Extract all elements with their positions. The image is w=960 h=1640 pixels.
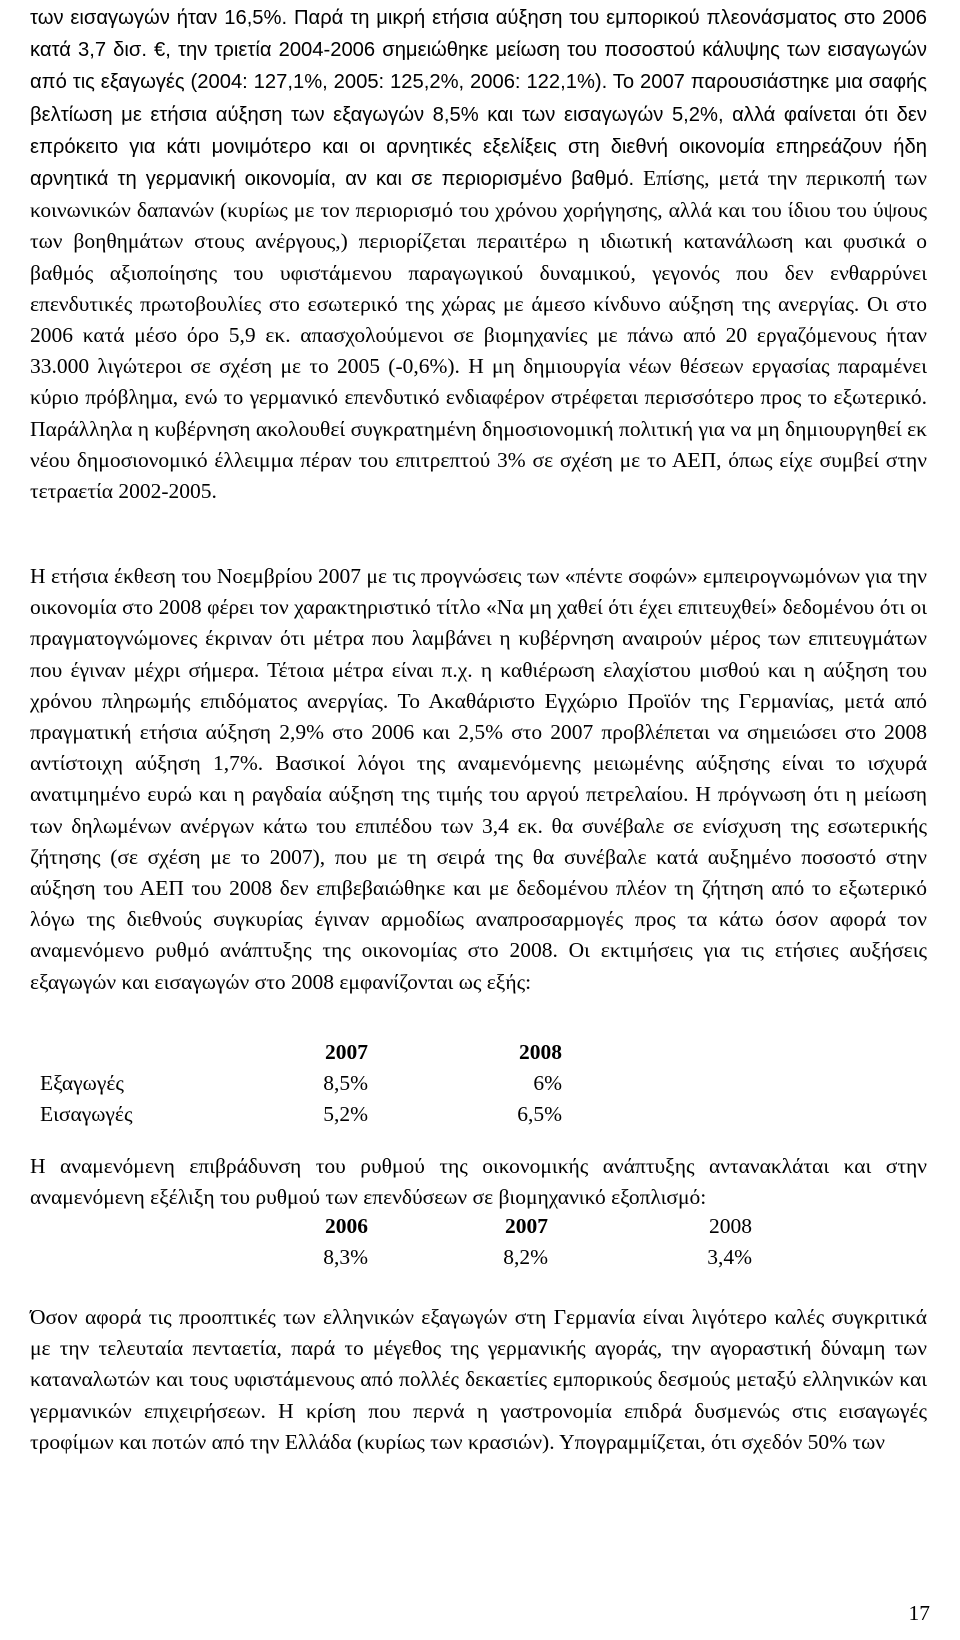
table-cell: 8,3% xyxy=(323,1245,368,1269)
paragraph-segment-sans: των εισαγωγών ήταν 16,5%. Παρά τη μικρή ετήσια αύξηση του εμπορικού πλεονάσματος στο 2006 κατά 3,7 δισ. €, την τριετία 2004-2006 σημειώθηκε μείωση του ποσοστού κάλυψης των εισαγωγών από τις εξαγωγές (2004: 127,1%, 2005: 125,2%, 2006: 122,1%). Το 2007 παρουσιάστηκε μια σαφής βελτίωση με ετήσια αύξηση των εξαγωγών 8,5% και των εισαγωγών 5,2%, αλλά φαίνεται ότι δεν επρόκειτο για κάτι μονιμότερο και οι αρνητικές εξελίξεις στη διεθνή οικονομία επηρεάζουν ήδη αρνητικά τη γερμανική οικονομία, αν και σε περιορισμένο βαθμό. xyxy=(30,7,927,191)
paragraph-economy-trade xyxy=(30,2,927,507)
table-cell: 8,2% xyxy=(503,1245,548,1269)
table-cell: 8,5% xyxy=(323,1071,368,1095)
paragraph-greek-exports: Όσον αφορά τις προοπτικές των ελληνικών εξαγωγών στη Γερμανία είναι λιγότερο καλές συγκριτικά με την τελευταία πενταετία, παρά το μέγεθος της γερμανικής αγοράς, την αγοραστική δύναμη των καταναλωτών και τους υφιστάμενους από πολλές δεκαετίες εμπορικούς δεσμούς μεταξύ ελληνικών και γερμανικών επιχειρήσεων. Η κρίση που περνά η γαστρονομία επιδρά δυσμενώς στις εισαγωγές τροφίμων και ποτών από την Ελλάδα (κυρίως των κρασιών). Υπογραμμίζεται, ότι σχεδόν 50% των xyxy=(30,1305,927,1454)
table-row-label: Εισαγωγές xyxy=(40,1102,133,1126)
paragraph-investment-slowdown: Η αναμενόμενη επιβράδυνση του ρυθμού της οικονομικής ανάπτυξης αντανακλάται και στην αναμενόμενη εξέλιξη του ρυθμού των επενδύσεων σε βιομηχανικό εξοπλισμό: xyxy=(30,1154,927,1210)
table-row-label: Εξαγωγές xyxy=(40,1071,124,1095)
table-header-cell: 2008 xyxy=(709,1214,752,1238)
table-header-cell: 2007 xyxy=(325,1040,368,1064)
table-cell: 6% xyxy=(533,1071,562,1095)
table-header-cell: 2008 xyxy=(519,1040,562,1064)
paragraph-segment-serif: Επίσης, μετά την περικοπή των κοινωνικών δαπανών (κυρίως με τον περιορισμό του χρόνου χορήγησης, αλλά και του ίδιου του ύψους των βοηθημάτων στους ανέργους,) περιορίζεται περαιτέρω η ιδιωτική κατανάλωση και φυσικά ο βαθμός αξιοποίησης του υφιστάμενου παραγωγικού δυναμικού, γεγονός που δεν ενθαρρύνει επενδυτικές πρωτοβουλίες στο εσωτερικό της χώρας με άμεσο κίνδυνο αύξηση της ανεργίας. Οι στο 2006 κατά μέσο όρο 5,9 εκ. απασχολούμενοι σε βιομηχανίες με πάνω από 20 εργαζόμενους ήταν 33.000 λιγώτεροι σε σχέση με το 2005 (-0,6%). Η μη δημιουργία νέων θέσεων εργασίας παραμένει κύριο πρόβλημα, ενώ το γερμανικό επενδυτικό ενδιαφέρον στρέφεται περισσότερο προς το εξωτερικό. Παράλληλα η κυβέρνηση ακολουθεί συγκρατημένη δημοσιονομική πολιτική για να μη δημιουργηθεί εκ νέου δημοσιονομικό έλλειμμα πέραν του επιτρεπτού 3% σε σχέση με το ΑΕΠ, όπως είχε συμβεί στην τετραετία 2002-2005. xyxy=(30,166,927,504)
page-number: 17 xyxy=(908,1601,930,1625)
table-cell: 3,4% xyxy=(707,1245,752,1269)
table-header-cell: 2007 xyxy=(505,1214,548,1238)
table-cell: 6,5% xyxy=(517,1102,562,1126)
table-cell: 5,2% xyxy=(323,1102,368,1126)
table-header-cell: 2006 xyxy=(325,1214,368,1238)
paragraph-annual-report: Η ετήσια έκθεση του Νοεμβρίου 2007 με τις προγνώσεις των «πέντε σοφών» εμπειρογνωμόνων για την οικονομία στο 2008 φέρει τον χαρακτηριστικό τίτλο «Να μη χαθεί ότι έχει επιτευχθεί» δεδομένου ότι οι πραγματογνώμονες έκριναν ότι μέτρα που λαμβάνει η κυβέρνηση αναιρούν μέρος των επιτευγμάτων που έγιναν μέχρι σήμερα. Τέτοια μέτρα είναι π.χ. η καθιέρωση ελαχίστου μισθού και η αύξηση του χρόνου πληρωμής επιδόματος ανεργίας. Το Ακαθάριστο Εγχώριο Προϊόν της Γερμανίας, μετά από πραγματική ετήσια αύξηση 2,9% στο 2006 και 2,5% στο 2007 προβλέπεται να σημειώσει στο 2008 αντίστοιχη αύξηση 1,7%. Βασικοί λόγοι της αναμενόμενης μειωμένης αύξησης είναι το ισχυρά ανατιμημένο ευρώ και η ραγδαία αύξηση της τιμής του αργού πετρελαίου. Η πρόγνωση ότι η μείωση των δηλωμένων ανέργων κάτω του επιπέδου των 3,4 εκ. θα συνέβαλε σε ενίσχυση της εσωτερικής ζήτησης (σε σχέση με το 2007), που με τη σειρά της θα συνέβαλε κατά αυξημένο ποσοστό στην αύξηση του ΑΕΠ του 2008 δεν επιβεβαιώθηκε και με δεδομένου πλέον τη ζήτηση από το εξωτερικό λόγω της διεθνούς συγκυρίας έγιναν αρμοδίως αναπροσαρμογές προς τα κάτω όσον αφορά τον αναμενόμενο ρυθμό ανάπτυξης της οικονομίας στο 2008. Οι εκτιμήσεις για τις ετήσιες αυξήσεις εξαγωγών και εισαγωγών στο 2008 εμφανίζονται ως εξής: xyxy=(30,564,927,994)
